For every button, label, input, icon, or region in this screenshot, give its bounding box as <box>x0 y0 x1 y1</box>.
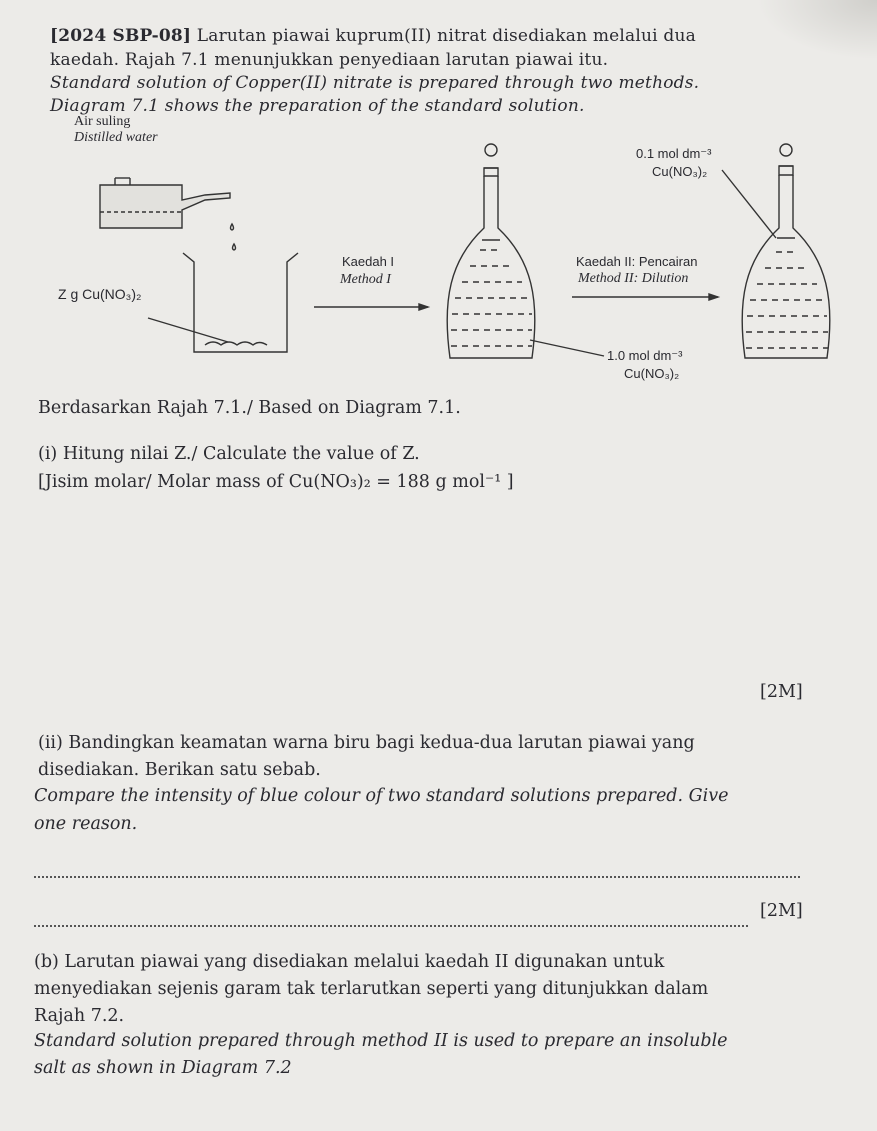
method2-label-ms: Kaedah II: Pencairan <box>576 254 698 269</box>
header-ms-line-1: Larutan piawai kuprum(II) nitrat disediakan melalui dua <box>196 26 696 46</box>
conc-bottom-pointer-line <box>530 340 604 356</box>
beaker-icon <box>183 253 298 352</box>
q1-marks: [2M] <box>760 682 803 702</box>
wash-bottle-icon <box>100 178 230 228</box>
qb-en-line-2: salt as shown in Diagram 7.2 <box>34 1058 292 1078</box>
q2-ms-line-1: (ii) Bandingkan keamatan warna biru bagi kedua-dua larutan piawai yang <box>38 733 695 753</box>
header-en-line-1: Standard solution of Copper(II) nitrate is prepared through two methods. <box>50 73 700 93</box>
diagram-7-1 <box>0 0 877 400</box>
qb-ms-line-3: Rajah 7.2. <box>34 1006 125 1026</box>
water-drop-icon <box>233 244 236 250</box>
answer-line-1[interactable] <box>34 876 800 878</box>
solid-label: Z g Cu(NO₃)₂ <box>58 286 142 302</box>
answer-line-2[interactable] <box>34 925 748 927</box>
conc-bottom-formula: Cu(NO₃)₂ <box>624 366 680 381</box>
qb-en-line-1: Standard solution prepared through method II is used to prepare an insoluble <box>34 1031 728 1051</box>
based-on-text: Berdasarkan Rajah 7.1./ Based on Diagram 7.1. <box>38 398 461 418</box>
method2-label-en: Method II: Dilution <box>578 271 689 286</box>
solid-pointer-line <box>148 318 228 342</box>
qb-ms-line-1: (b) Larutan piawai yang disediakan melalui kaedah II digunakan untuk <box>34 952 665 972</box>
q2-en-line-2: one reason. <box>34 814 138 834</box>
conc-top-value: 0.1 mol dm⁻³ <box>636 146 712 161</box>
q2-ms-line-2: disediakan. Berikan satu sebab. <box>38 760 321 780</box>
water-drop-icon <box>231 224 234 230</box>
volumetric-flask-1-icon <box>447 144 535 358</box>
method1-label-ms: Kaedah I <box>342 254 395 269</box>
conc-top-formula: Cu(NO₃)₂ <box>652 164 708 179</box>
header-en-line-2: Diagram 7.1 shows the preparation of the standard solution. <box>50 96 585 116</box>
q2-marks: [2M] <box>760 901 803 921</box>
q1-molar-mass: [Jisim molar/ Molar mass of Cu(NO₃)₂ = 188 g mol⁻¹ ] <box>38 472 514 492</box>
question-tag: [2024 SBP-08] <box>50 26 192 46</box>
q1-text: (i) Hitung nilai Z./ Calculate the value of Z. <box>38 444 420 464</box>
water-label-ms: Air suling <box>74 114 131 129</box>
header-ms-line-2: kaedah. Rajah 7.1 menunjukkan penyediaan larutan piawai itu. <box>50 50 609 70</box>
method1-label-en: Method I <box>340 272 391 287</box>
qb-ms-line-2: menyediakan sejenis garam tak terlarutkan seperti yang ditunjukkan dalam <box>34 979 709 999</box>
water-label-en: Distilled water <box>74 130 158 145</box>
volumetric-flask-2-icon <box>742 144 830 358</box>
conc-bottom-value: 1.0 mol dm⁻³ <box>607 348 683 363</box>
q2-en-line-1: Compare the intensity of blue colour of two standard solutions prepared. Give <box>34 786 729 806</box>
conc-top-pointer-line <box>722 170 776 238</box>
